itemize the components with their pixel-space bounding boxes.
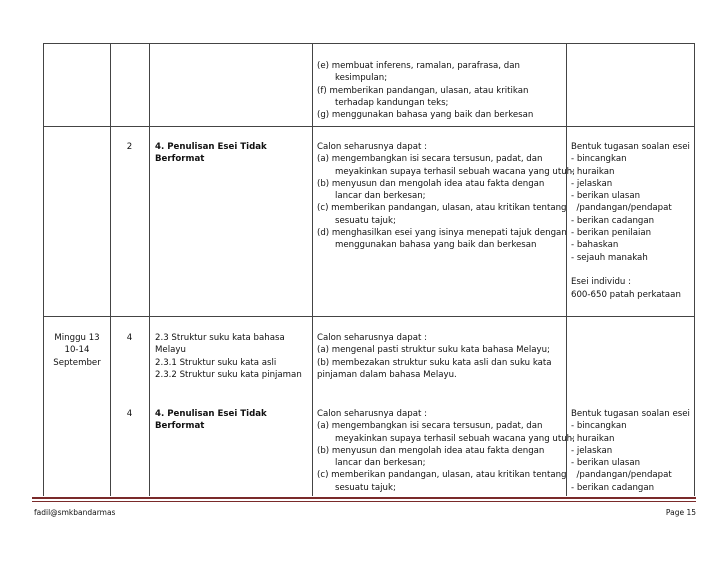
objective-line: (a) mengenal pasti struktur suku kata bahasa Melayu; (317, 345, 550, 356)
footer-rule (32, 497, 696, 499)
topic-line: 2.3.1 Struktur suku kata asli (155, 357, 277, 368)
row4-objectives (317, 408, 575, 494)
footer-page-number: Page 15 (665, 508, 696, 517)
row2-topic: 4. Penulisan Esei Tidak Berformat (155, 142, 267, 165)
objective-line: (b) membezakan struktur suku kata asli dan suku kata (317, 357, 552, 368)
syllabus-table (43, 43, 695, 496)
objective-line: lancar dan berkesan; (335, 191, 426, 202)
note-line: /pandangan/pendapat (571, 203, 672, 214)
objective-line: kesimpulan; (335, 73, 388, 84)
note-line: - berikan cadangan (571, 482, 655, 493)
column-divider (566, 44, 567, 496)
objective-line: (f) memberikan pandangan, ulasan, atau kritikan (317, 85, 529, 96)
note-line: - bincangkan (571, 421, 627, 432)
week-line: 10-14 (64, 345, 90, 356)
column-divider (149, 44, 150, 496)
note-line: - jelaskan (571, 445, 613, 456)
row3-topic (155, 332, 311, 381)
objective-line: (e) membuat inferens, ramalan, parafrasa, dan (317, 61, 520, 71)
objective-line: (d) menghasilkan esei yang isinya menepati tajuk dengan (317, 228, 567, 239)
column-divider (110, 44, 111, 496)
note-line: Esei individu : (571, 277, 631, 288)
week-line: September (53, 357, 101, 368)
row3-number: 4 (126, 333, 133, 343)
column-divider (312, 44, 313, 496)
topic-line: Melayu (155, 345, 186, 356)
note-line: - huraikan (571, 166, 615, 177)
note-line: - sejauh manakah (571, 252, 648, 263)
topic-line: 2.3 Struktur suku kata bahasa (155, 333, 285, 343)
objective-line: menggunakan bahasa yang baik dan berkesan (335, 240, 537, 251)
objective-line: Calon seharusnya dapat : (317, 333, 427, 343)
objective-line: sesuatu tajuk; (335, 215, 396, 226)
objective-line: meyakinkan supaya terhasil sebuah wacana yang utuh; (335, 166, 575, 177)
objective-line: pinjaman dalam bahasa Melayu. (317, 369, 457, 380)
objective-line: (c) memberikan pandangan, ulasan, atau kritikan tentang (317, 203, 567, 214)
row1-objectives (317, 60, 563, 121)
objective-line: Calon seharusnya dapat : (317, 409, 427, 419)
row-divider (44, 316, 694, 317)
objective-line: (g) menggunakan bahasa yang baik dan berkesan (317, 110, 534, 121)
objective-line: meyakinkan supaya terhasil sebuah wacana yang utuh; (335, 433, 575, 444)
row2-objectives (317, 141, 575, 252)
objective-line: (a) mengembangkan isi secara tersusun, padat, dan (317, 421, 543, 432)
objective-line: (a) mengembangkan isi secara tersusun, padat, dan (317, 154, 543, 165)
objective-line: terhadap kandungan teks; (335, 97, 449, 108)
objective-line: (b) menyusun dan mengolah idea atau fakta dengan (317, 445, 545, 456)
note-line: Bentuk tugasan soalan esei (571, 142, 690, 152)
week-line: Minggu 13 (54, 333, 100, 343)
objective-line: (c) memberikan pandangan, ulasan, atau kritikan tentang (317, 470, 567, 481)
note-line: - berikan ulasan (571, 191, 641, 202)
row3-week (44, 332, 110, 369)
note-line: - bincangkan (571, 154, 627, 165)
objective-line: lancar dan berkesan; (335, 458, 426, 469)
note-line: - huraikan (571, 433, 615, 444)
note-line: /pandangan/pendapat (571, 470, 672, 481)
row2-number: 2 (126, 142, 133, 152)
objective-line: (b) menyusun dan mengolah idea atau fakta dengan (317, 178, 545, 189)
note-line (571, 264, 693, 276)
footer-rule-thin (32, 501, 696, 502)
row3-objectives (317, 332, 563, 381)
note-line: - berikan ulasan (571, 458, 641, 469)
note-line: - berikan penilaian (571, 228, 652, 239)
topic-line: 2.3.2 Struktur suku kata pinjaman (155, 369, 302, 380)
row4-number: 4 (126, 409, 133, 419)
row-divider (44, 126, 694, 127)
row2-notes (571, 141, 693, 301)
note-line: - bahaskan (571, 240, 619, 251)
row4-topic: 4. Penulisan Esei Tidak Berformat (155, 409, 267, 432)
row4-notes (571, 408, 693, 494)
note-line: Bentuk tugasan soalan esei (571, 409, 690, 419)
note-line: 600-650 patah perkataan (571, 289, 681, 300)
objective-line: Calon seharusnya dapat : (317, 142, 427, 152)
objective-line: sesuatu tajuk; (335, 482, 396, 493)
footer-author: fadil@smkbandarmas (34, 508, 116, 517)
note-line: - berikan cadangan (571, 215, 655, 226)
note-line: - jelaskan (571, 178, 613, 189)
